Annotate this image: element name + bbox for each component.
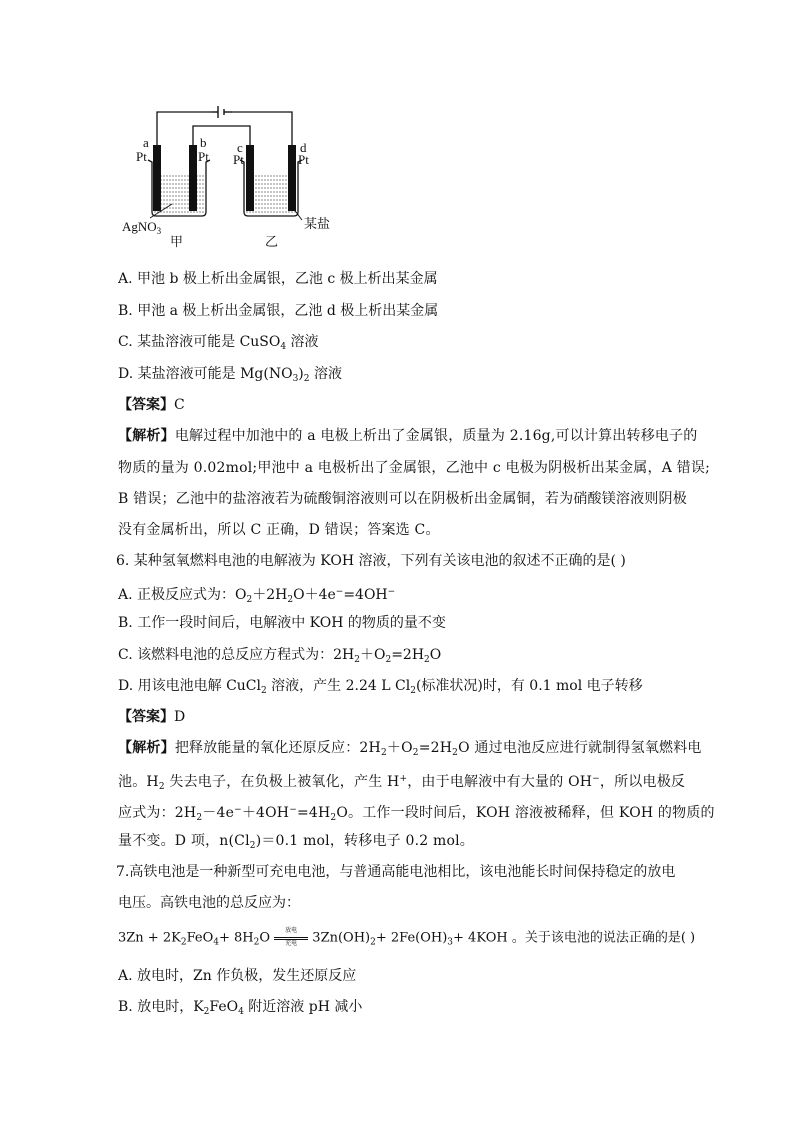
electrode-b [189,145,197,211]
q5-option-c: C. 某盐溶液可能是 CuSO$_4$ 溶液 [118,334,319,352]
q6-analysis-line-3: 应式为：$2H_2-4e^-+4OH^-=4H_2O$。工作一段时间后，KOH 溶液被稀释，但 KOH 的物质的 [118,805,715,823]
q6-analysis-line-4: 量不变。D 项，$n(Cl_2)=0.1$ mol，转移电子 0.2 mol。 [118,833,474,851]
electrode-c [246,145,254,211]
q6-answer: 【答案】D [118,709,186,725]
electrode-d [288,145,296,211]
electrode-a [153,145,161,211]
label-salt: 某盐 [304,216,331,231]
q7-option-b: B. 放电时，$K_2FeO_4$ 附近溶液 pH 减小 [118,999,363,1017]
q6-analysis-line-1: 【解析】把释放能量的氧化还原反应：$2H_2+O_2=2H_2O$ 通过电池反应进行就制得氢氧燃料电 [118,740,702,758]
q6-option-b: B. 工作一段时间后，电解液中 KOH 的物质的量不变 [118,615,446,631]
q5-option-a: A. 甲池 b 极上析出金属银，乙池 c 极上析出某金属 [118,271,438,287]
label-pt-b: Pt [198,149,209,164]
q6-option-d: D. 用该电池电解 CuCl$_2$ 溶液，产生 2.24 L $Cl_2$(标准状况)时，有 0.1 mol 电子转移 [118,678,643,696]
q5-answer: 【答案】C [118,397,185,413]
q7-equation: $3Zn + 2K_2FeO_4+ 8H_2O$ 放电 充电 $3Zn(OH)_2+ 2Fe(OH)_3+ 4KOH$ 。关于该电池的说法正确的是( ) [118,927,696,948]
label-a: a [143,135,149,150]
q7-option-a: A. 放电时，Zn 作负极，发生还原反应 [118,968,357,984]
q5-option-d: D. 某盐溶液可能是 $Mg(NO_3)_2$ 溶液 [118,366,342,384]
q5-option-b: B. 甲池 a 极上析出金属银，乙池 d 极上析出某金属 [118,303,439,319]
label-agno3: AgNO$_3$ [122,219,162,236]
reversible-arrow: 放电 充电 [274,928,308,948]
label-pt-a: Pt [136,149,147,164]
label-yi: 乙 [265,234,279,249]
label-jia: 甲 [170,234,184,249]
label-b: b [200,135,207,150]
q7-stem-line-1: 7.高铁电池是一种新型可充电电池，与普通高能电池相比，该电池能长时间保持稳定的放电 [116,864,676,880]
label-pt-d: Pt [298,152,309,167]
q5-analysis-line-2: 物质的量为 0.02mol;甲池中 a 电极析出了金属银，乙池中 c 电极为阴极析出某金属，A 错误; [118,460,710,476]
q5-analysis-line-3: B 错误；乙池中的盐溶液若为硫酸铜溶液则可以在阴极析出金属铜，若为硝酸镁溶液则阴极 [118,491,687,507]
battery-icon [212,106,232,118]
label-pt-c: Pt [233,152,244,167]
q6-option-c: C. 该燃料电池的总反应方程式为：$2H_2+O_2=2H_2O$ [118,647,442,665]
label-d: d [300,140,307,155]
q7-stem-line-2: 电压。高铁电池的总反应为： [118,895,300,911]
label-c: c [237,140,243,155]
q5-analysis-line-4: 没有金属析出，所以 C 正确，D 错误；答案选 C。 [118,522,440,538]
q6-analysis-line-2: 池。$H_2$ 失去电子，在负极上被氧化，产生 H+，由于电解液中有大量的 OH−，所以电极反 [118,774,686,792]
q6-stem: 6. 某种氢氧燃料电池的电解液为 KOH 溶液，下列有关该电池的叙述不正确的是( ) [116,553,626,569]
q6-option-a: A. 正极反应式为：$O_2+2H_2O+4e^-=4OH^-$ [118,587,396,605]
electrolysis-diagram [120,100,360,250]
q5-analysis-line-1: 【解析】电解过程中加池中的 a 电极上析出了金属银，质量为 2.16g,可以计算出转移电子的 [118,428,698,444]
circuit-wire [157,112,292,145]
